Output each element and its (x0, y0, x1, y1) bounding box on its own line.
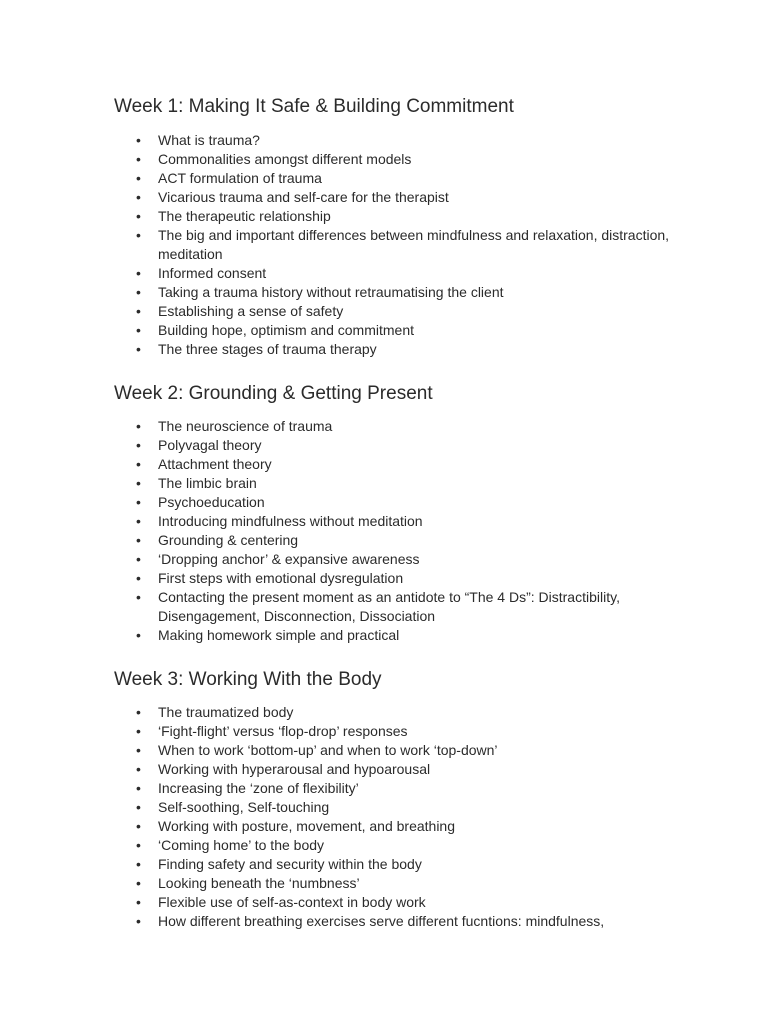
list-item: • ‘Dropping anchor’ & expansive awareness (114, 550, 678, 569)
list-item: • Informed consent (114, 264, 678, 283)
list-item: • Making homework simple and practical (114, 626, 678, 645)
list-item: • Looking beneath the ‘numbness’ (114, 874, 678, 893)
week-2-section (114, 382, 674, 643)
week-2-topic-list (114, 417, 678, 645)
week-3-topic-list (114, 703, 678, 931)
list-item: • Contacting the present moment as an antidote to “The 4 Ds”: Distractibility, Disengagement, Disconnection, Dissociation (114, 588, 678, 626)
list-item: • The traumatized body (114, 703, 678, 722)
list-item: • The therapeutic relationship (114, 207, 678, 226)
list-item: • Vicarious trauma and self-care for the therapist (114, 188, 678, 207)
list-item: • Taking a trauma history without retraumatising the client (114, 283, 678, 302)
list-item: • Grounding & centering (114, 531, 678, 550)
list-item: • The big and important differences between mindfulness and relaxation, distraction, meditation (114, 226, 678, 264)
week-1-heading: Week 1: Making It Safe & Building Commitment (114, 96, 514, 117)
list-item: • Increasing the ‘zone of flexibility’ (114, 779, 678, 798)
list-item: • ACT formulation of trauma (114, 169, 678, 188)
list-item: • How different breathing exercises serve different fucntions: mindfulness, (114, 912, 678, 931)
list-item: • When to work ‘bottom-up’ and when to work ‘top-down’ (114, 741, 678, 760)
list-item: • Finding safety and security within the body (114, 855, 678, 874)
list-item: • Psychoeducation (114, 493, 678, 512)
list-item: • Establishing a sense of safety (114, 302, 678, 321)
list-item: • Self-soothing, Self-touching (114, 798, 678, 817)
list-item: • What is trauma? (114, 131, 678, 150)
week-1-section (114, 95, 674, 357)
list-item: • Flexible use of self-as-context in body work (114, 893, 678, 912)
list-item: • ‘Fight-flight’ versus ‘flop-drop’ responses (114, 722, 678, 741)
list-item: • Working with posture, movement, and breathing (114, 817, 678, 836)
list-item: • The three stages of trauma therapy (114, 340, 678, 359)
list-item: • Building hope, optimism and commitment (114, 321, 678, 340)
list-item: • ‘Coming home’ to the body (114, 836, 678, 855)
week-3-section (114, 668, 674, 929)
list-item: • The neuroscience of trauma (114, 417, 678, 436)
week-3-heading: Week 3: Working With the Body (114, 669, 382, 690)
week-2-heading: Week 2: Grounding & Getting Present (114, 383, 433, 404)
list-item: • Introducing mindfulness without meditation (114, 512, 678, 531)
list-item: • First steps with emotional dysregulation (114, 569, 678, 588)
list-item: • Commonalities amongst different models (114, 150, 678, 169)
list-item: • The limbic brain (114, 474, 678, 493)
list-item: • Working with hyperarousal and hypoarousal (114, 760, 678, 779)
week-1-topic-list (114, 131, 678, 359)
list-item: • Attachment theory (114, 455, 678, 474)
list-item: • Polyvagal theory (114, 436, 678, 455)
